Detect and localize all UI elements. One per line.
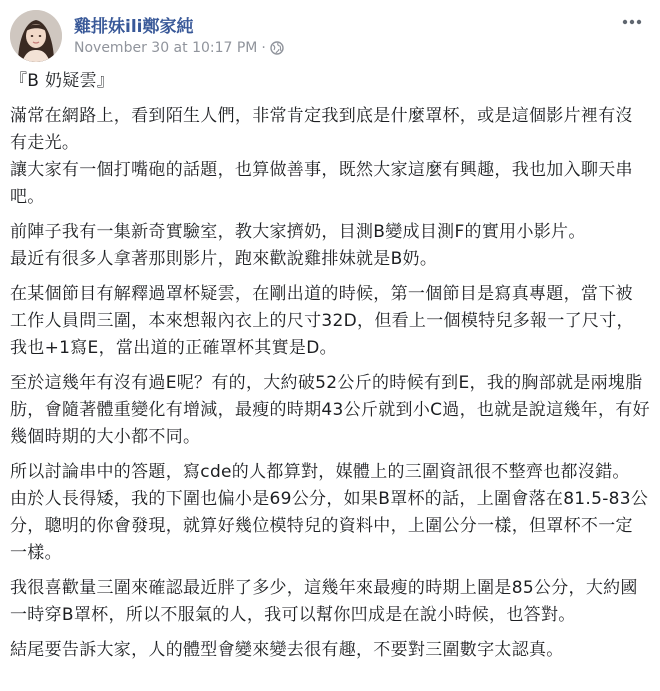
avatar[interactable] bbox=[10, 10, 62, 62]
paragraph-text: 我很喜歡量三圍來確認最近胖了多少，這幾年來最瘦的時期上圍是85公分，大約國一時穿B罩杯，所以不服氣的人，我可以幫你凹成是在說小時候，也答對。 bbox=[10, 578, 638, 625]
paragraph-text: 前陣子我有一集新奇實驗室，教大家擠奶，目測B變成目測F的實用小影片。 bbox=[10, 222, 586, 242]
paragraph-text: 在某個節目有解釋過罩杯疑雲，在剛出道的時候，第一個節目是寫真專題，當下被工作人員問三圍，本來想報內衣上的尺寸32D，但看上一個模特兒多報一了尺寸，我也+1寫E，當出道的正確罩杯其實是D。 bbox=[10, 284, 634, 358]
more-options-icon[interactable] bbox=[620, 14, 644, 30]
paragraph bbox=[10, 219, 650, 273]
post-title: 『B 奶疑雲』 bbox=[10, 71, 115, 91]
avatar-image bbox=[10, 10, 62, 62]
meta-separator: · bbox=[261, 40, 266, 56]
post-timestamp[interactable]: November 30 at 10:17 PM bbox=[74, 40, 258, 56]
paragraph bbox=[10, 103, 650, 211]
paragraph-text: 最近有很多人拿著那則影片，跑來歡說雞排妹就是B奶。 bbox=[10, 249, 438, 269]
paragraph bbox=[10, 575, 650, 629]
post-header bbox=[10, 8, 650, 64]
paragraph bbox=[10, 459, 650, 567]
paragraph bbox=[10, 281, 650, 362]
globe-icon[interactable] bbox=[270, 41, 284, 55]
paragraph-text: 讓大家有一個打嘴砲的話題，也算做善事，既然大家這麼有興趣，我也加入聊天串吧。 bbox=[10, 160, 633, 207]
paragraph-text: 滿常在網路上，看到陌生人們，非常肯定我到底是什麼罩杯，或是這個影片裡有沒有走光。 bbox=[10, 106, 633, 153]
paragraph-text: 由於人長得矮，我的下圍也偏小是69公分，如果B罩杯的話，上圍會落在81.5-83公分，聰明的你會發現，就算好幾位模特兒的資料中，上圍公分一樣，但罩杯不一定一樣。 bbox=[10, 489, 649, 563]
paragraph-text: 至於這幾年有沒有過E呢？有的，大約破52公斤的時候有到E，我的胸部就是兩塊脂肪，會隨著體重變化有增減，最瘦的時期43公斤就到小C過，也就是說這幾年，有好幾個時期的大小都不同。 bbox=[10, 373, 650, 447]
paragraph bbox=[10, 637, 650, 664]
author-name[interactable]: 雞排妹ili鄭家純 bbox=[74, 17, 194, 37]
post-meta bbox=[74, 40, 284, 56]
post-body bbox=[10, 68, 650, 672]
paragraph-text: 結尾要告訴大家，人的體型會變來變去很有趣，不要對三圍數字太認真。 bbox=[10, 640, 564, 660]
paragraph bbox=[10, 370, 650, 451]
paragraph-text: 所以討論串中的答題，寫cde的人都算對，媒體上的三圍資訊很不整齊也都沒錯。 bbox=[10, 462, 630, 482]
